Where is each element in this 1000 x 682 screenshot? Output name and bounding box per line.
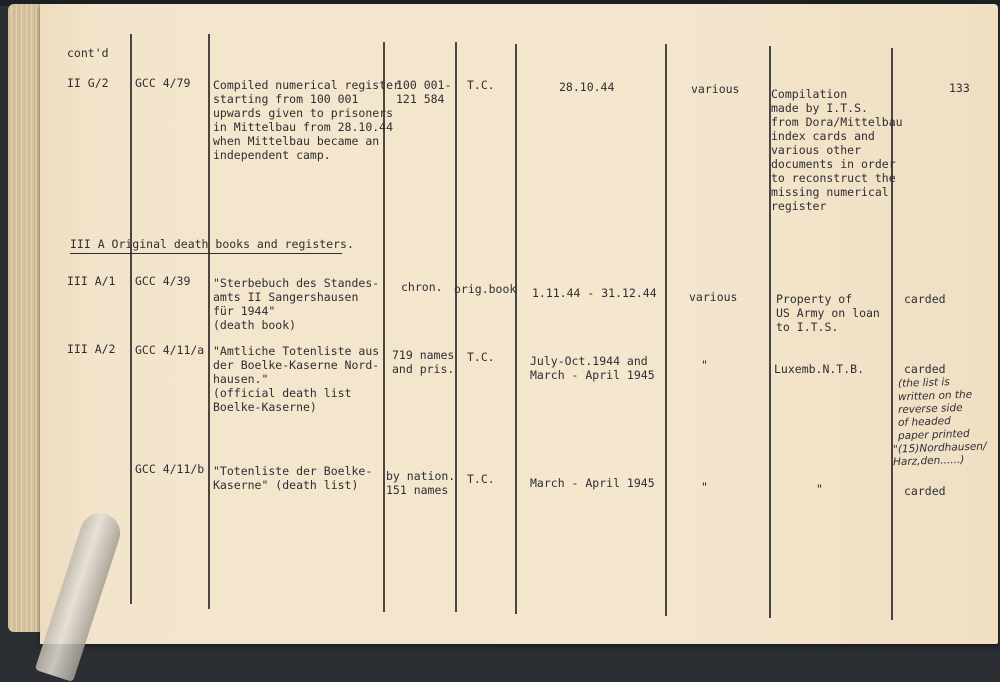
row-remarks-line: " [816, 482, 823, 496]
row-numbers-line: 719 names [392, 348, 455, 362]
row-remarks-line: register [771, 199, 827, 213]
row-remarks-line: made by I.T.S. [771, 101, 868, 115]
row-remarks-line: documents in order [771, 157, 896, 171]
row-desc-line: when Mittelbau became an [213, 134, 380, 148]
row-form: T.C. [467, 350, 495, 364]
column-rule-6 [665, 44, 667, 616]
row-status: carded [904, 484, 946, 498]
row-status: carded [904, 292, 946, 306]
row-form: T.C. [467, 78, 495, 92]
row-source: " [701, 358, 708, 372]
row-desc-line: hausen." [213, 372, 269, 386]
row-remarks-line: index cards and [771, 129, 875, 143]
row-numbers-line: by nation. [386, 469, 456, 483]
handwritten-note-line: paper printed [897, 427, 970, 443]
row-numbers-line: chron. [401, 280, 443, 294]
row-remarks-line: Property of [776, 292, 853, 306]
row-numbers-line: 121 584 [396, 92, 445, 106]
row-desc-line: Boelke-Kaserne) [213, 400, 317, 414]
page-number: 133 [949, 81, 970, 95]
row-numbers-line: 100 001- [396, 78, 452, 92]
row-numbers-line: 151 names [386, 483, 449, 497]
row-ref: III A/2 [67, 342, 116, 356]
row-dates-line: 1.11.44 - 31.12.44 [532, 286, 657, 300]
row-source: various [689, 290, 738, 304]
handwritten-note-line: of headed [897, 415, 952, 429]
handwritten-note-line: reverse side [897, 401, 963, 417]
row-desc-line: für 1944" [213, 304, 276, 318]
handwritten-note-line: written on the [897, 388, 973, 404]
row-remarks-line: US Army on loan [776, 306, 880, 320]
ledger-page [40, 4, 998, 644]
row-remarks-line: Compilation [771, 87, 848, 101]
row-source: various [691, 82, 740, 96]
row-desc-line: Kaserne" (death list) [213, 478, 359, 492]
row-form: T.C. [467, 472, 495, 486]
row-desc-line: "Sterbebuch des Standes- [213, 276, 380, 290]
column-rule-2 [208, 34, 210, 609]
row-desc-line: "Amtliche Totenliste aus [213, 344, 380, 358]
row-gcc: GCC 4/11/b [135, 462, 205, 476]
row-dates-line: March - April 1945 [530, 476, 655, 490]
row-dates-line: July-Oct.1944 and [530, 354, 648, 368]
row-gcc: GCC 4/79 [135, 76, 191, 90]
column-rule-4 [455, 42, 457, 612]
row-status: carded [904, 362, 946, 376]
row-remarks-line: missing numerical [771, 185, 889, 199]
section-title: III A Original death books and registers. [70, 237, 354, 251]
row-numbers-line: and pris. [392, 362, 455, 376]
section-title-underline [70, 253, 342, 254]
row-source: " [701, 480, 708, 494]
column-rule-5 [515, 44, 517, 614]
row-desc-line: der Boelke-Kaserne Nord- [213, 358, 380, 372]
row-remarks-line: to I.T.S. [776, 320, 839, 334]
row-gcc: GCC 4/39 [135, 274, 191, 288]
column-rule-1 [130, 34, 132, 604]
row-desc-line: "Totenliste der Boelke- [213, 464, 373, 478]
row-desc-line: independent camp. [213, 148, 331, 162]
contd-label: cont'd [67, 46, 109, 60]
row-desc-line: in Mittelbau from 28.10.44 [213, 120, 394, 134]
row-ref: II G/2 [67, 76, 109, 90]
row-remarks-line: various other [771, 143, 862, 157]
row-dates-line: March - April 1945 [530, 368, 655, 382]
row-ref: III A/1 [67, 274, 116, 288]
row-desc-line: starting from 100 001 [213, 92, 359, 106]
row-remarks-line: to reconstruct the [771, 171, 896, 185]
row-desc-line: (official death list [213, 386, 352, 400]
row-form: orig.book [454, 282, 517, 296]
handwritten-note-line: (the list is [897, 376, 951, 390]
row-remarks-line: from Dora/Mittelbau [771, 115, 903, 129]
row-remarks-line: Luxemb.N.T.B. [774, 362, 865, 376]
handwritten-note-line: Harz,den......) [892, 453, 965, 469]
row-gcc: GCC 4/11/a [135, 343, 205, 357]
row-desc-line: upwards given to prisoners [213, 106, 394, 120]
row-desc-line: (death book) [213, 318, 297, 332]
row-desc-line: amts II Sangershausen [213, 290, 359, 304]
row-dates-line: 28.10.44 [559, 80, 615, 94]
row-desc-line: Compiled numerical register [213, 78, 400, 92]
column-rule-8 [891, 48, 893, 620]
handwritten-note-line: "(15)Nordhausen/ [892, 440, 987, 456]
